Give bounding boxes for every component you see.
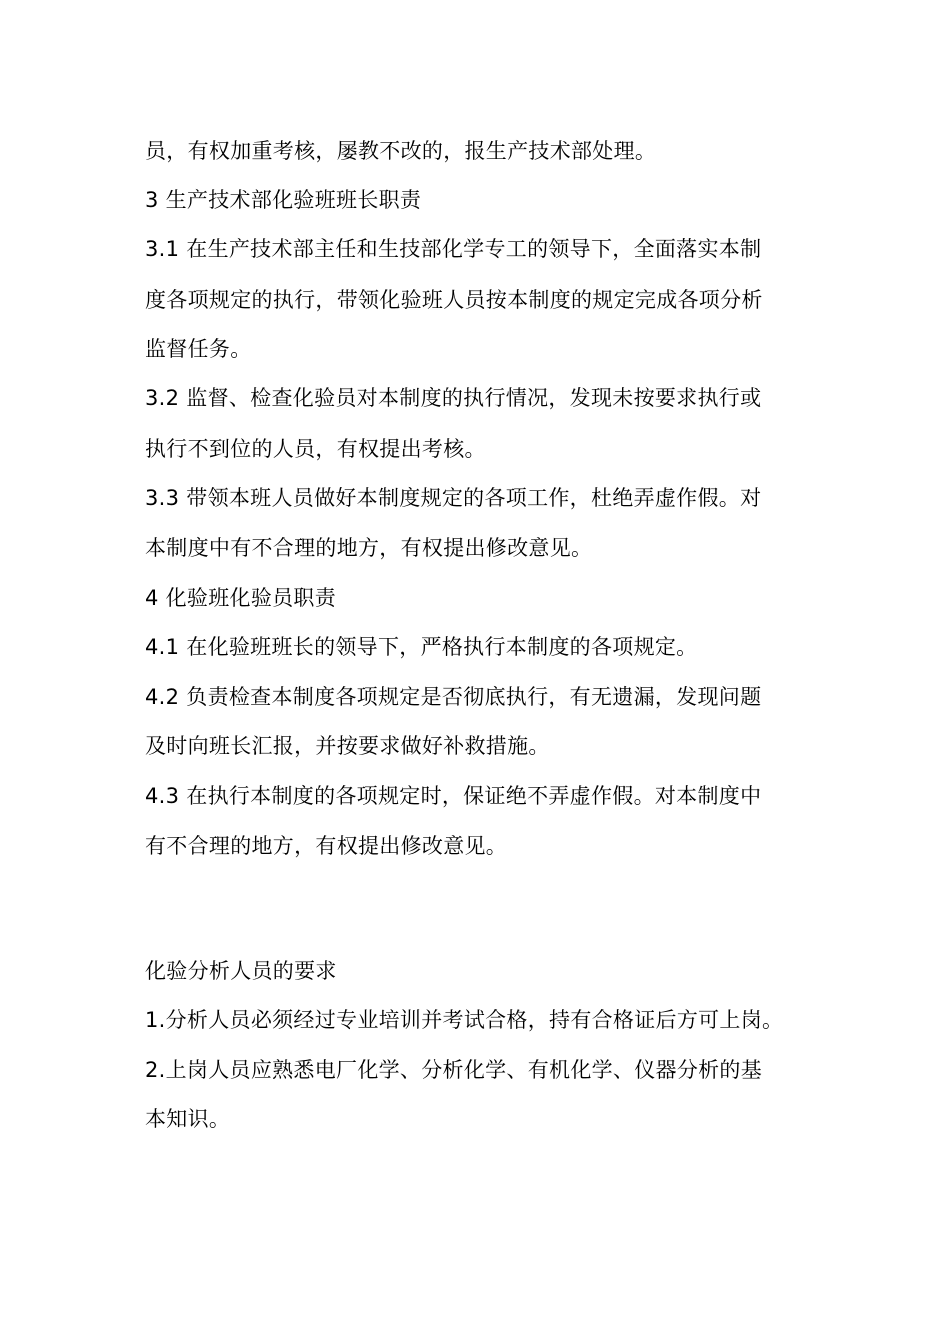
section-title: 化验分析人员的要求 xyxy=(145,959,337,983)
paragraph-line: 4.1 在化验班班长的领导下，严格执行本制度的各项规定。 xyxy=(145,635,698,659)
paragraph-line: 3.3 带领本班人员做好本制度规定的各项工作，杜绝弄虚作假。对 xyxy=(145,486,762,510)
paragraph-line: 3.2 监督、检查化验员对本制度的执行情况，发现未按要求执行或 xyxy=(145,386,762,410)
paragraph-line: 1.分析人员必须经过专业培训并考试合格，持有合格证后方可上岗。 xyxy=(145,1008,784,1032)
paragraph-line: 有不合理的地方，有权提出修改意见。 xyxy=(145,834,508,858)
paragraph-line: 3.1 在生产技术部主任和生技部化学专工的领导下，全面落实本制 xyxy=(145,237,762,261)
paragraph-line: 2.上岗人员应熟悉电厂化学、分析化学、有机化学、仪器分析的基 xyxy=(145,1058,763,1082)
section-heading: 3 生产技术部化验班班长职责 xyxy=(145,188,422,212)
paragraph-line: 员，有权加重考核，屡教不改的，报生产技术部处理。 xyxy=(145,139,657,163)
paragraph-line: 及时向班长汇报，并按要求做好补救措施。 xyxy=(145,734,550,758)
paragraph-line: 监督任务。 xyxy=(145,337,252,361)
section-heading: 4 化验班化验员职责 xyxy=(145,586,337,610)
paragraph-line: 4.3 在执行本制度的各项规定时，保证绝不弄虚作假。对本制度中 xyxy=(145,784,762,808)
paragraph-line: 本制度中有不合理的地方，有权提出修改意见。 xyxy=(145,536,593,560)
paragraph-line: 度各项规定的执行，带领化验班人员按本制度的规定完成各项分析 xyxy=(145,288,763,312)
paragraph-line: 本知识。 xyxy=(145,1107,231,1131)
paragraph-line: 执行不到位的人员，有权提出考核。 xyxy=(145,437,486,461)
paragraph-line: 4.2 负责检查本制度各项规定是否彻底执行，有无遗漏，发现问题 xyxy=(145,685,762,709)
